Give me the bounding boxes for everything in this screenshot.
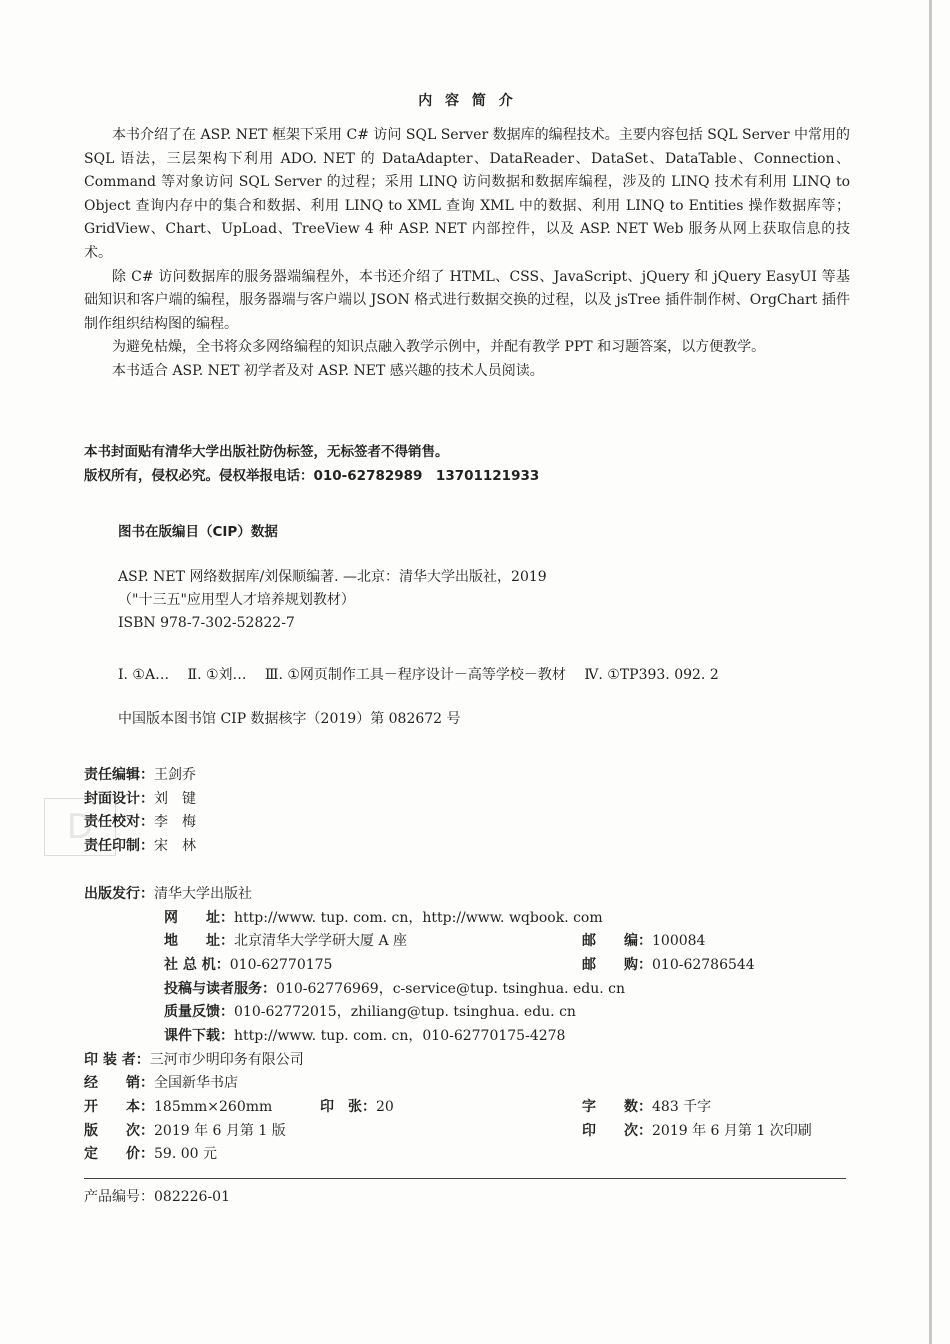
page-edge-line — [929, 0, 932, 1344]
cip-verification: 中国版本图书馆 CIP 数据核字（2019）第 082672 号 — [118, 711, 461, 727]
address-row: 地 址：北京清华大学学研大厦 A 座 — [164, 933, 408, 949]
intro-paragraph-4: 本书适合 ASP. NET 初学者及对 ASP. NET 感兴趣的技术人员阅读。 — [112, 362, 544, 379]
website-row: 网 址：http://www. tup. com. cn，http://www. wqbook. com — [164, 910, 603, 926]
quality-row: 质量反馈：010-62772015，zhiliang@tup. tsinghua. edu. cn — [164, 1004, 576, 1020]
publisher-row: 出版发行：清华大学出版社 — [84, 886, 252, 902]
cip-line-isbn: ISBN 978-7-302-52822-7 — [118, 615, 295, 631]
submission-row: 投稿与读者服务：010-62776969，c-service@tup. tsinghua. edu. cn — [164, 981, 626, 997]
piracy-report-notice: 版权所有，侵权必究。侵权举报电话：010-62782989 13701121933 — [84, 468, 540, 484]
cip-record — [118, 566, 547, 635]
cip-line-title: ASP. NET 网络数据库/刘保顺编著. —北京：清华大学出版社，2019 — [118, 569, 547, 585]
distributor-row: 经 销：全国新华书店 — [84, 1075, 238, 1091]
page-heading: 内 容 简 介 — [418, 93, 517, 109]
edition-row: 版 次：2019 年 6 月第 1 版 — [84, 1123, 286, 1139]
courseware-row: 课件下载：http://www. tup. com. cn，010-62770175-4278 — [164, 1028, 566, 1044]
postcode-row: 邮 编：100084 — [582, 933, 706, 949]
cip-line-series: （"十三五"应用型人才培养规划教材） — [118, 592, 355, 608]
staff-proofreader: 责任校对：李 梅 — [84, 814, 196, 830]
faint-stamp: D — [44, 798, 116, 856]
cip-class-3: Ⅲ. ①网页制作工具－程序设计－高等学校－教材 — [264, 667, 566, 683]
intro-paragraph-1: 本书介绍了在 ASP. NET 框架下采用 C# 访问 SQL Server 数据库的编程技术。主要内容包括 SQL Server 中常用的 SQL 语法，三层架构下利用 ADO. NET 的 DataAdapter、DataReader、DataSet、DataTable、Connection、Command 等对象访问 SQL Server 的过程；采用 LINQ 访问数据和数据库编程，涉及的 LINQ 技术有利用 LINQ to Object 查询内存中的集合和数据、利用 LINQ to XML 查询 XML 中的数据、利用 LINQ to Entities 操作数据库等；GridView、Chart、UpLoad、TreeView 4 种 ASP. NET 内部控件，以及 ASP. NET Web 服务从网上获取信息的技术。 — [84, 127, 850, 261]
staff-printing: 责任印制：宋 林 — [84, 837, 196, 854]
product-number: 产品编号：082226-01 — [84, 1189, 230, 1205]
bottom-divider — [84, 1178, 846, 1179]
cip-title: 图书在版编目（CIP）数据 — [118, 524, 278, 540]
cip-class-1: Ⅰ. ①A… — [118, 667, 170, 683]
intro-section — [84, 124, 850, 384]
staff-cover-design: 封面设计：刘 键 — [84, 790, 196, 807]
cip-classification — [118, 664, 733, 684]
cip-class-2: Ⅱ. ①刘… — [187, 667, 247, 683]
cip-class-4: Ⅳ. ①TP393. 092. 2 — [584, 667, 719, 683]
sheets-row: 印 张：20 — [320, 1099, 394, 1115]
anti-counterfeit-notice: 本书封面贴有清华大学出版社防伪标签，无标签者不得销售。 — [84, 444, 449, 460]
price-row: 定 价：59. 00 元 — [84, 1146, 217, 1162]
staff-editor: 责任编辑：王剑乔 — [84, 767, 196, 783]
switchboard-row: 社 总 机：010-62770175 — [164, 957, 333, 973]
intro-paragraph-3: 为避免枯燥，全书将众多网络编程的知识点融入教学示例中，并配有教学 PPT 和习题答案，以方便教学。 — [112, 339, 766, 356]
words-row: 字 数：483 千字 — [582, 1099, 712, 1115]
copyright-notice — [84, 440, 850, 488]
mailorder-row: 邮 购：010-62786544 — [582, 957, 755, 973]
printer-row: 印 装 者：三河市少明印务有限公司 — [84, 1052, 304, 1068]
format-row: 开 本：185mm×260mm — [84, 1099, 273, 1115]
intro-paragraph-2: 除 C# 访问数据库的服务器端编程外，本书还介绍了 HTML、CSS、JavaScript、jQuery 和 jQuery EasyUI 等基础知识和客户端的编程，服务器端与客户端以 JSON 格式进行数据交换的过程，以及 jsTree 插件制作树、OrgChart 插件制作组织结构图的编程。 — [84, 268, 850, 332]
impression-row: 印 次：2019 年 6 月第 1 次印刷 — [582, 1123, 812, 1139]
staff-list — [84, 764, 196, 858]
